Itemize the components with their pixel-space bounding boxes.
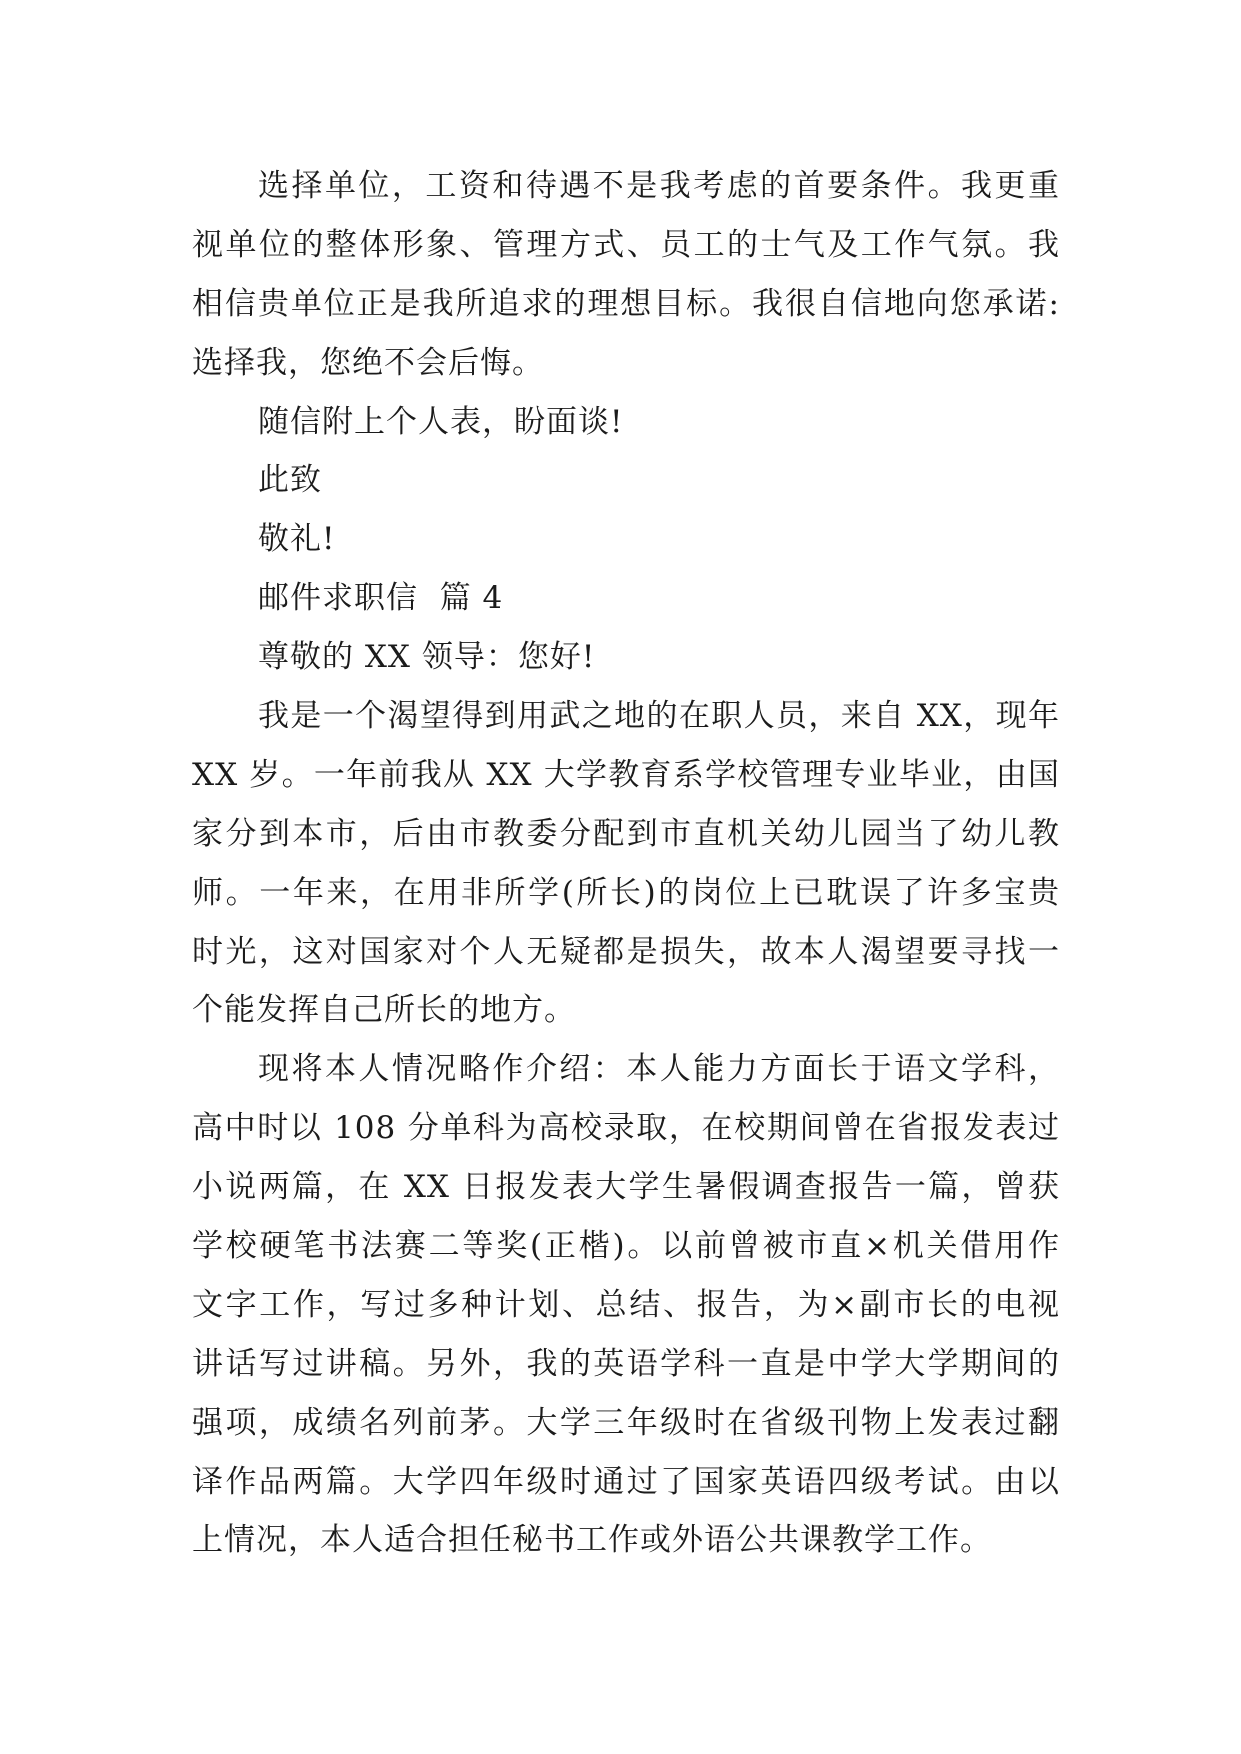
- text-line: 小说两篇，在 XX 日报发表大学生暑假调查报告一篇，曾获: [192, 1169, 1060, 1206]
- text-line: 相信贵单位正是我所追求的理想目标。我很自信地向您承诺:: [192, 285, 1060, 322]
- section-title: [192, 569, 1060, 628]
- text-line: 强项，成绩名列前茅。大学三年级时在省级刊物上发表过翻: [192, 1404, 1060, 1441]
- text-line: 讲话写过讲稿。另外，我的英语学科一直是中学大学期间的: [192, 1345, 1060, 1382]
- text-line: 敬礼!: [258, 521, 336, 558]
- text-line: 选择我，您绝不会后悔。: [192, 344, 544, 381]
- text-line: 高中时以 108 分单科为高校录取，在校期间曾在省报发表过: [192, 1110, 1060, 1147]
- paragraph-self-introduction: [192, 687, 1060, 1040]
- salutation: [192, 628, 1060, 687]
- text-line: 随信附上个人表，盼面谈!: [258, 403, 624, 440]
- closing-greeting: [192, 451, 1060, 510]
- text-line: 时光，这对国家对个人无疑都是损失，故本人渴望要寻找一: [192, 933, 1060, 970]
- paragraph-qualifications: [192, 1040, 1060, 1570]
- text-line: 视单位的整体形象、管理方式、员工的士气及工作气氛。我: [192, 226, 1060, 263]
- text-line: XX 岁。一年前我从 XX 大学教育系学校管理专业毕业，由国: [192, 756, 1060, 793]
- text-line: 我是一个渴望得到用武之地的在职人员，来自 XX，现年: [258, 698, 1060, 735]
- text-line: 个能发挥自己所长的地方。: [192, 992, 576, 1029]
- document-body: [192, 157, 1060, 1570]
- text-line: 上情况，本人适合担任秘书工作或外语公共课教学工作。: [192, 1522, 992, 1559]
- text-line: 尊敬的 XX 领导：您好!: [258, 639, 596, 676]
- closing-salute: [192, 510, 1060, 569]
- paragraph-unit-choice: [192, 157, 1060, 393]
- text-line: 现将本人情况略作介绍：本人能力方面长于语文学科，: [258, 1051, 1060, 1088]
- text-line: 家分到本市，后由市教委分配到市直机关幼儿园当了幼儿教: [192, 815, 1060, 852]
- text-line: 文字工作，写过多种计划、总结、报告，为×副市长的电视: [192, 1286, 1060, 1323]
- paragraph-attachment-note: [192, 393, 1060, 452]
- text-line: 邮件求职信 篇 4: [258, 580, 504, 617]
- text-line: 译作品两篇。大学四年级时通过了国家英语四级考试。由以: [192, 1463, 1060, 1500]
- text-line: 选择单位，工资和待遇不是我考虑的首要条件。我更重: [258, 168, 1060, 204]
- text-line: 此致: [258, 462, 322, 499]
- text-line: 师。一年来，在用非所学(所长)的岗位上已耽误了许多宝贵: [192, 874, 1060, 911]
- text-line: 学校硬笔书法赛二等奖(正楷)。以前曾被市直×机关借用作: [192, 1228, 1060, 1265]
